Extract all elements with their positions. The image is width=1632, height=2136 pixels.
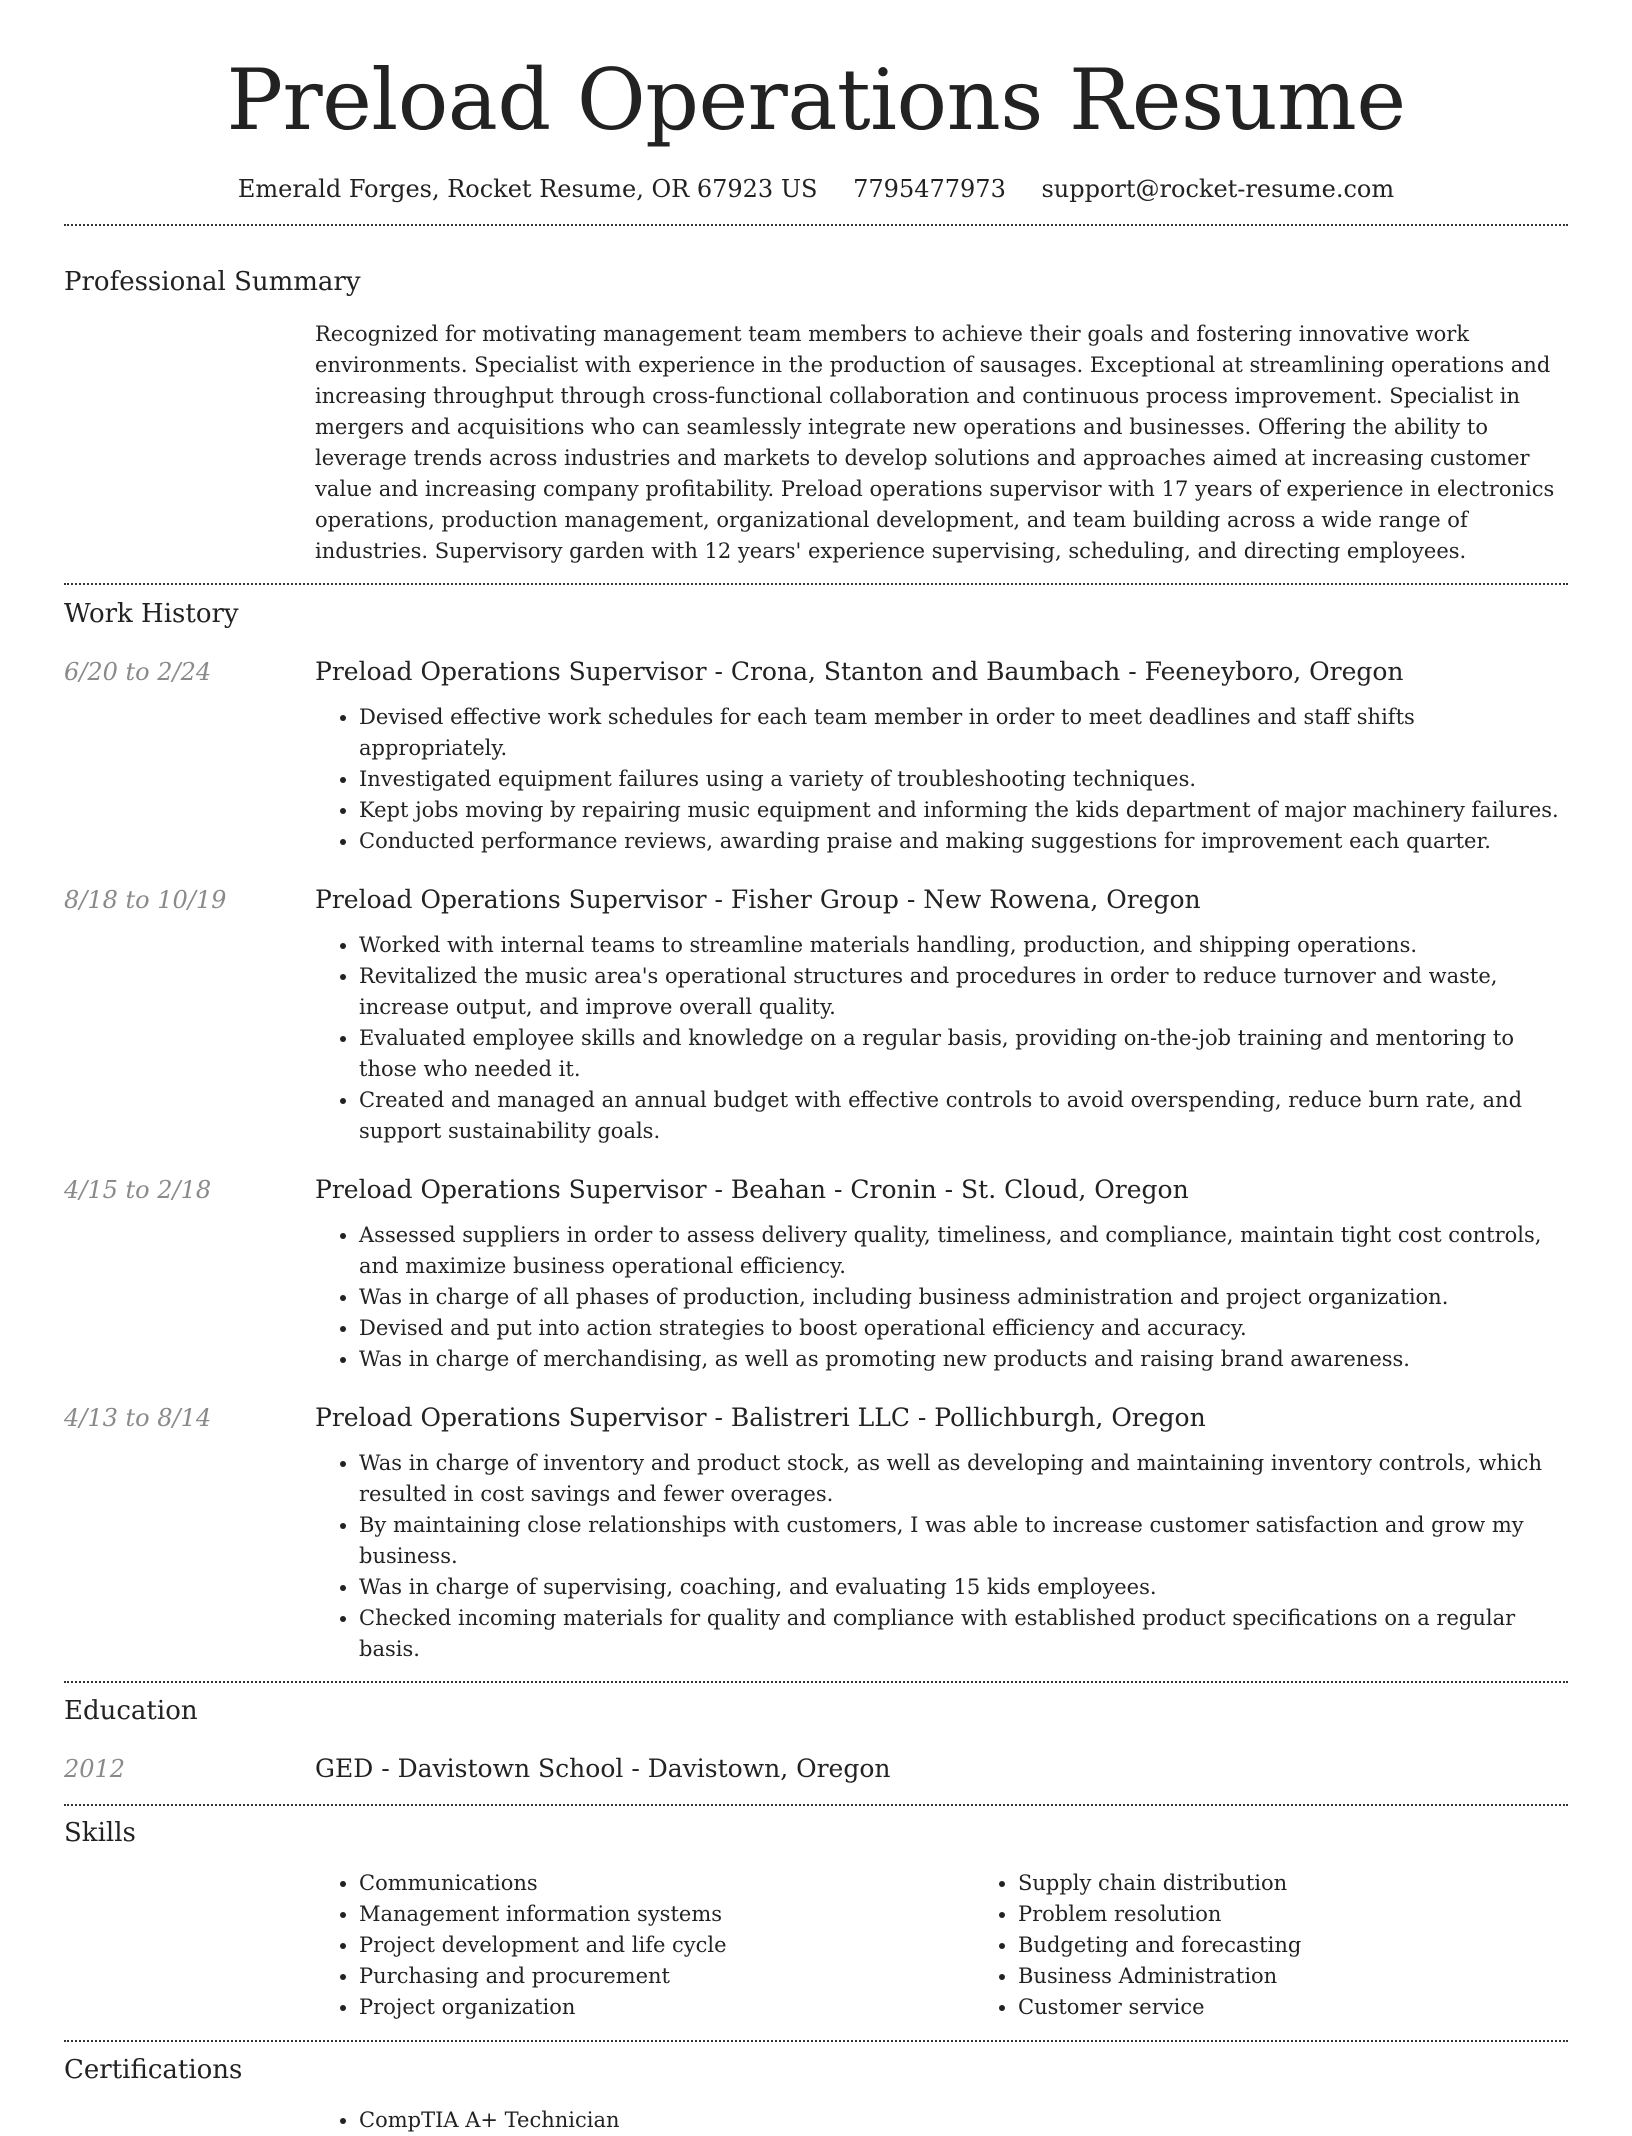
divider (64, 2040, 1568, 2042)
job-bullet: • Was in charge of merchandising, as well as promoting new products and raising brand awareness. (359, 1344, 1568, 1375)
phone: 7795477973 (853, 175, 1006, 203)
education-entry (64, 1752, 1568, 1786)
skill-item: • Management information systems (359, 1899, 974, 1930)
job-heading: Preload Operations Supervisor - Beahan - Cronin - St. Cloud, Oregon (315, 1175, 1189, 1204)
certifications-heading: Certifications (64, 2055, 243, 2085)
work-history-heading: Work History (64, 599, 239, 629)
job-bullets (315, 930, 1568, 1147)
job-bullet: • Revitalized the music area's operational structures and procedures in order to reduce turnover and waste, increase output, and improve overall quality. (359, 961, 1568, 1023)
job-bullet: • Was in charge of inventory and product stock, as well as developing and maintaining inventory controls, which resulted in cost savings and fewer overages. (359, 1448, 1568, 1510)
job-bullet: • Worked with internal teams to streamline materials handling, production, and shipping operations. (359, 930, 1568, 961)
skill-item: • Project organization (359, 1992, 974, 2023)
job-dates: 6/20 to 2/24 (64, 658, 212, 686)
summary-text: Recognized for motivating management team members to achieve their goals and fostering innovative work environments. Specialist with experience in the production of sausages. Exceptional at streamlining operations and increasing throughput through cross-functional collaboration and continuous process improvement. Specialist in mergers and acquisitions who can seamlessly integrate new operations and businesses. Offering the ability to leverage trends across industries and markets to develop solutions and approaches aimed at increasing customer value and increasing company profitability. Preload operations supervisor with 17 years of experience in electronics operations, production management, organizational development, and team building across a wide range of industries. Supervisory garden with 12 years' experience supervising, scheduling, and directing employees. (315, 322, 1555, 563)
job-bullets (315, 702, 1568, 857)
job-dates: 4/15 to 2/18 (64, 1176, 212, 1204)
skills-block (64, 1868, 1568, 2023)
address: Emerald Forges, Rocket Resume, OR 67923 US (237, 175, 818, 203)
job-bullet: • Investigated equipment failures using a variety of troubleshooting techniques. (359, 764, 1568, 795)
skill-item: • Communications (359, 1868, 974, 1899)
summary-heading: Professional Summary (64, 267, 361, 297)
skill-item: • Budgeting and forecasting (1018, 1930, 1632, 1961)
job-bullet: • Assessed suppliers in order to assess delivery quality, timeliness, and compliance, maintain tight cost controls, and maximize business operational efficiency. (359, 1220, 1568, 1282)
job-entry (64, 1173, 1568, 1375)
job-entry (64, 655, 1568, 857)
skill-item: • Purchasing and procurement (359, 1961, 974, 1992)
contact-line (64, 174, 1568, 204)
divider (64, 1681, 1568, 1683)
skill-item: • Supply chain distribution (1018, 1868, 1632, 1899)
job-dates: 8/18 to 10/19 (64, 886, 227, 914)
job-bullet: • Created and managed an annual budget with effective controls to avoid overspending, reduce burn rate, and support sustainability goals. (359, 1085, 1568, 1147)
skills-list-right (974, 1868, 1632, 2023)
skill-item: • Business Administration (1018, 1961, 1632, 1992)
resume-page (64, 0, 1568, 2136)
job-bullet: • Kept jobs moving by repairing music equipment and informing the kids department of major machinery failures. (359, 795, 1568, 826)
divider (64, 583, 1568, 585)
divider (64, 224, 1568, 226)
skill-item: • Customer service (1018, 1992, 1632, 2023)
job-dates: 4/13 to 8/14 (64, 1404, 212, 1432)
job-bullet: • Was in charge of all phases of production, including business administration and project organization. (359, 1282, 1568, 1313)
education-heading: Education (64, 1696, 198, 1726)
certifications-list (315, 2105, 1568, 2136)
email: support@rocket-resume.com (1041, 175, 1395, 203)
job-bullets (315, 1448, 1568, 1665)
resume-title: Preload Operations Resume (226, 51, 1406, 149)
job-heading: Preload Operations Supervisor - Balistreri LLC - Pollichburgh, Oregon (315, 1403, 1206, 1432)
job-entry (64, 1401, 1568, 1665)
education-year: 2012 (64, 1755, 126, 1783)
job-bullet: • Devised effective work schedules for each team member in order to meet deadlines and staff shifts appropriately. (359, 702, 1568, 764)
job-bullet: • Was in charge of supervising, coaching, and evaluating 15 kids employees. (359, 1572, 1568, 1603)
divider (64, 1804, 1568, 1806)
job-bullet: • Conducted performance reviews, awarding praise and making suggestions for improvement each quarter. (359, 826, 1568, 857)
skill-item: • Problem resolution (1018, 1899, 1632, 1930)
job-heading: Preload Operations Supervisor - Fisher Group - New Rowena, Oregon (315, 885, 1201, 914)
certifications-block (64, 2105, 1568, 2136)
education-detail: GED - Davistown School - Davistown, Oregon (315, 1754, 891, 1783)
job-bullets (315, 1220, 1568, 1375)
job-bullet: • Devised and put into action strategies to boost operational efficiency and accuracy. (359, 1313, 1568, 1344)
job-heading: Preload Operations Supervisor - Crona, Stanton and Baumbach - Feeneyboro, Oregon (315, 657, 1404, 686)
certification-item: • CompTIA A+ Technician (359, 2105, 1568, 2136)
summary-block (64, 319, 1568, 567)
job-entry (64, 883, 1568, 1147)
skill-item: • Project development and life cycle (359, 1930, 974, 1961)
job-bullet: • By maintaining close relationships with customers, I was able to increase customer satisfaction and grow my business. (359, 1510, 1568, 1572)
job-bullet: • Checked incoming materials for quality and compliance with established product specifications on a regular basis. (359, 1603, 1568, 1665)
skills-heading: Skills (64, 1818, 136, 1848)
job-bullet: • Evaluated employee skills and knowledge on a regular basis, providing on-the-job training and mentoring to those who needed it. (359, 1023, 1568, 1085)
skills-list-left (315, 1868, 974, 2023)
